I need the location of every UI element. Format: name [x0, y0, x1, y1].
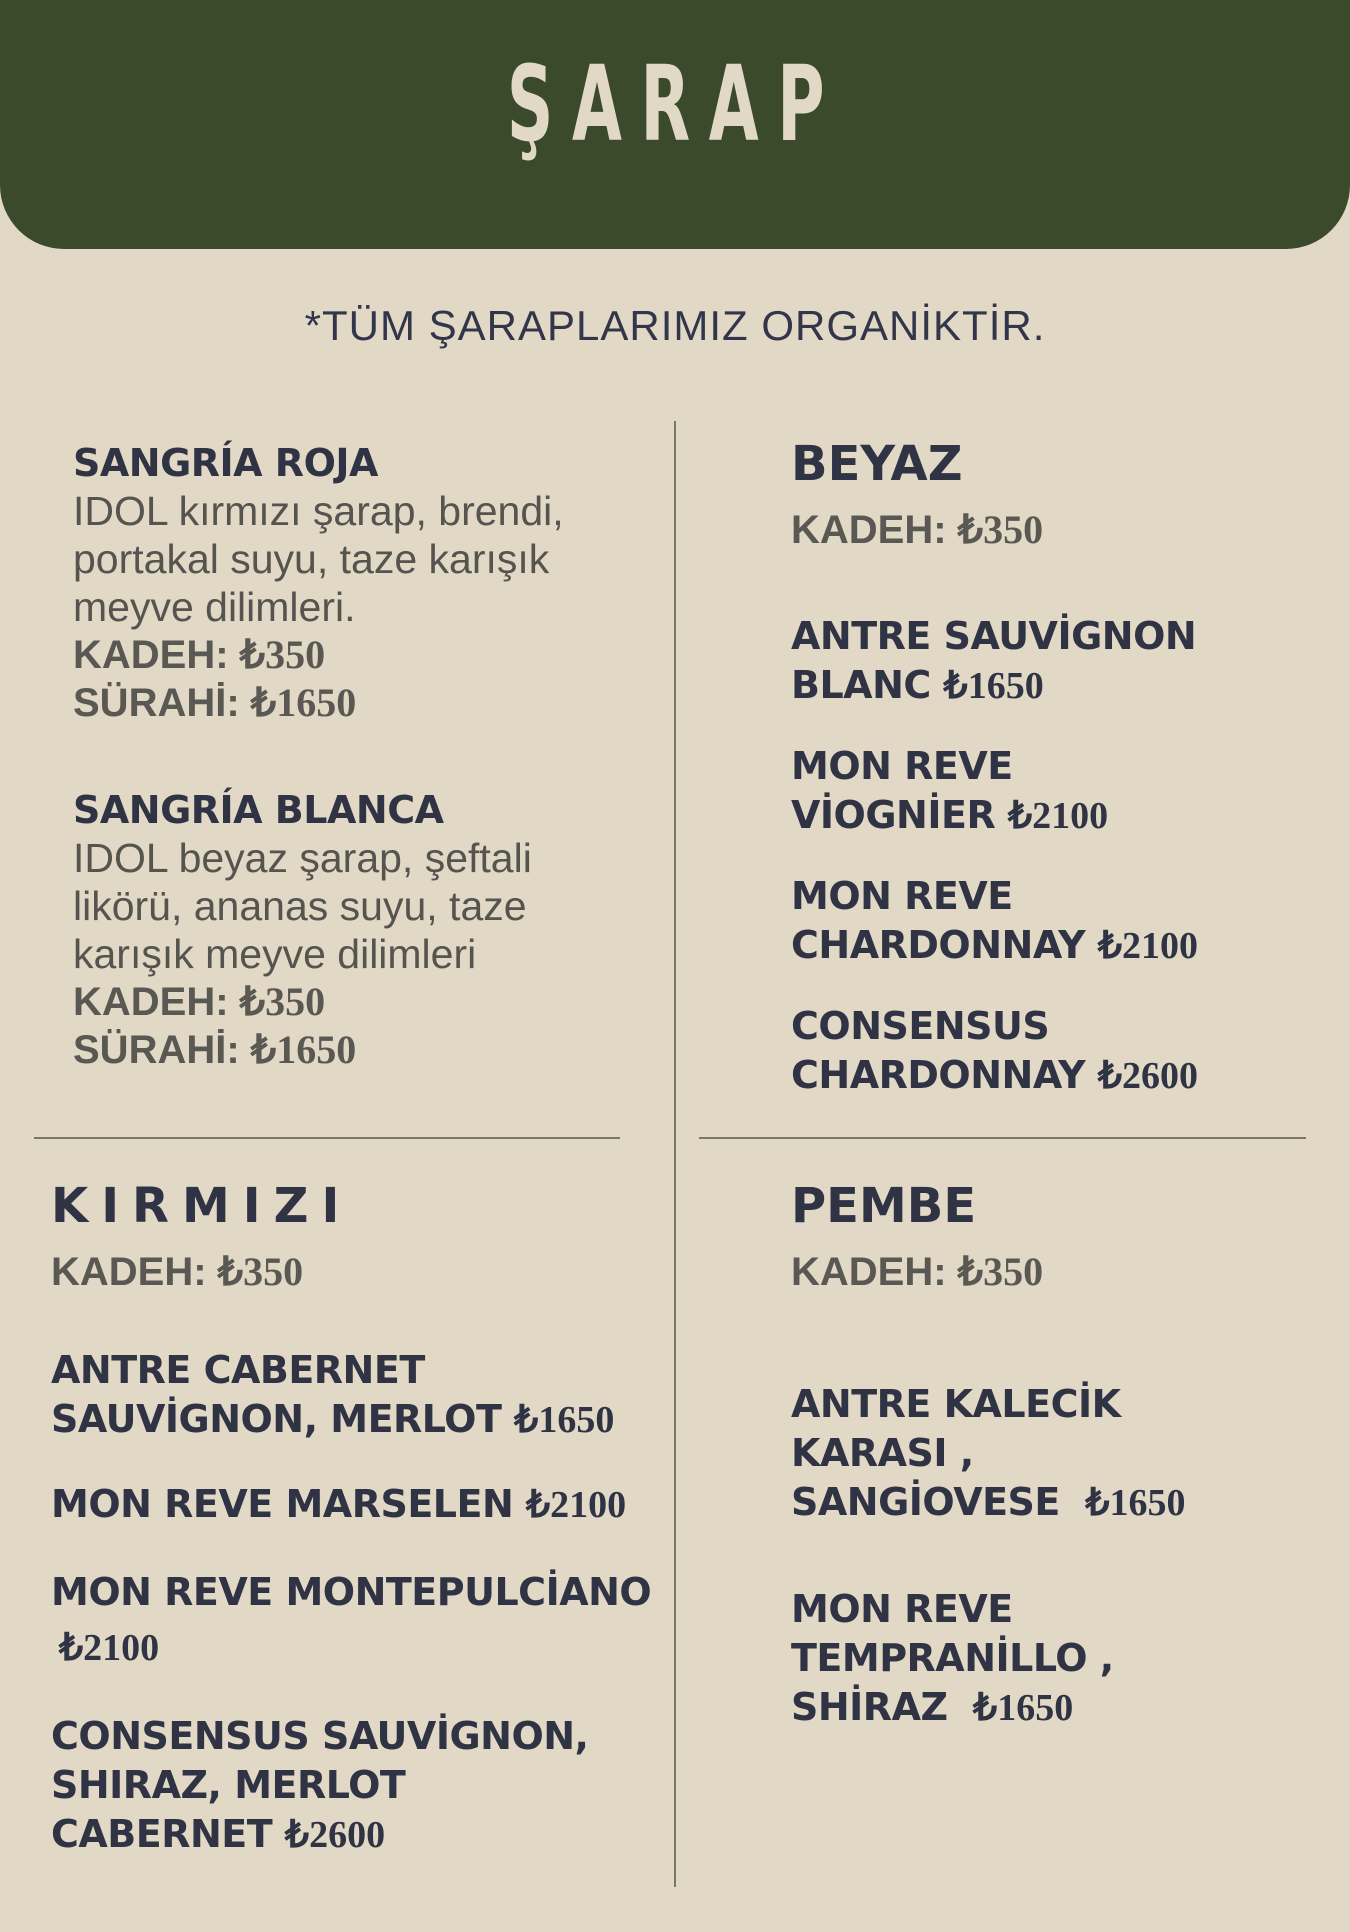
glass-label: KADEH: [791, 508, 947, 552]
wine-name-line: MON REVE MARSELEN [51, 1482, 514, 1526]
glass-label: KADEH: [791, 1250, 947, 1294]
header-banner [0, 0, 1350, 249]
wine-item [791, 1002, 1198, 1101]
sangria-blanca [73, 786, 532, 1074]
pitcher-price-row [73, 1026, 532, 1074]
glass-price-row [73, 978, 532, 1026]
glass-price: ₺350 [957, 1249, 1044, 1294]
section-heading: PEMBE [791, 1178, 977, 1234]
wine-name-line: SANGİOVESE [791, 1480, 1060, 1524]
wine-price: ₺2100 [1007, 795, 1109, 837]
organic-note: *TÜM ŞARAPLARIMIZ ORGANİKTİR. [304, 302, 1046, 349]
beyaz-section [791, 436, 1043, 554]
item-description-line: meyve dilimleri. [73, 584, 356, 630]
wine-price: ₺1650 [943, 665, 1044, 707]
kirmizi-section [51, 1178, 352, 1296]
sangria-roja [73, 439, 564, 727]
item-description-line: karışık meyve dilimleri [73, 931, 477, 977]
glass-price: ₺350 [217, 1249, 304, 1294]
wine-name-line: KARASI , [791, 1431, 974, 1475]
pitcher-label: SÜRAHİ: [73, 681, 240, 725]
wine-name-line: SAUVİGNON, MERLOT [51, 1397, 502, 1441]
pitcher-label: SÜRAHİ: [73, 1028, 240, 1072]
glass-label: KADEH: [51, 1250, 207, 1294]
glass-label: KADEH: [73, 633, 229, 677]
wine-item [791, 1380, 1186, 1528]
column-divider [674, 421, 676, 1887]
wine-price: ₺2100 [526, 1484, 627, 1526]
page-title: ŞARAP [506, 43, 844, 165]
wine-price: ₺1650 [973, 1687, 1074, 1729]
item-name: SANGRÍA BLANCA [73, 788, 444, 832]
wine-name-line: ANTRE SAUVİGNON [791, 614, 1197, 658]
wine-item [791, 872, 1198, 971]
pitcher-price-row [73, 679, 564, 727]
wine-price: ₺2100 [1097, 925, 1199, 967]
wine-item [791, 612, 1196, 711]
wine-price: ₺1650 [1085, 1482, 1186, 1524]
wine-name-line: SHIRAZ, MERLOT [51, 1763, 406, 1807]
section-heading: KIRMIZI [51, 1178, 353, 1234]
wine-name-line: VİOGNİER [791, 793, 996, 837]
wine-name-line: MON REVE [791, 744, 1013, 788]
pitcher-price: ₺1650 [250, 680, 357, 725]
section-heading: BEYAZ [791, 436, 963, 492]
wine-name-line: CHARDONNAY [791, 1053, 1086, 1097]
item-description-line: portakal suyu, taze karışık [73, 536, 550, 582]
wine-item [51, 1712, 589, 1860]
section-divider-left [34, 1137, 620, 1139]
wine-name-line: MON REVE [791, 1587, 1013, 1631]
item-description-line: likörü, ananas suyu, taze [73, 883, 527, 929]
wine-price: ₺2100 [59, 1627, 160, 1669]
wine-name-line: ANTRE CABERNET [51, 1348, 425, 1392]
item-name: SANGRÍA ROJA [73, 441, 378, 485]
section-divider-right [699, 1137, 1306, 1139]
wine-price: ₺2600 [1097, 1055, 1199, 1097]
glass-price-row [791, 1248, 1043, 1296]
glass-price-row [51, 1248, 352, 1296]
wine-name-line: TEMPRANİLLO , [791, 1636, 1114, 1680]
wine-item [51, 1346, 614, 1445]
item-description-line: IDOL beyaz şarap, şeftali [73, 835, 532, 881]
item-description-line: IDOL kırmızı şarap, brendi, [73, 488, 564, 534]
wine-name-line: CONSENSUS [791, 1004, 1050, 1048]
wine-name-line: CONSENSUS SAUVİGNON, [51, 1714, 589, 1758]
wine-price: ₺2600 [284, 1814, 386, 1856]
wine-item [791, 742, 1108, 841]
wine-item [791, 1585, 1114, 1733]
glass-price: ₺350 [239, 979, 326, 1024]
wine-name-line: SHİRAZ [791, 1685, 948, 1729]
pitcher-price: ₺1650 [250, 1027, 357, 1072]
wine-item [51, 1480, 626, 1530]
glass-label: KADEH: [73, 980, 229, 1024]
wine-item [51, 1568, 651, 1673]
wine-name-line: ANTRE KALECİK [791, 1382, 1121, 1426]
wine-name-line: CHARDONNAY [791, 923, 1086, 967]
wine-name-line: BLANC [791, 663, 931, 707]
glass-price: ₺350 [957, 507, 1044, 552]
glass-price-row [73, 631, 564, 679]
wine-name-line: MON REVE MONTEPULCİANO [51, 1570, 652, 1614]
wine-price: ₺1650 [514, 1399, 615, 1441]
pembe-section [791, 1178, 1043, 1296]
glass-price: ₺350 [239, 632, 326, 677]
wine-name-line: MON REVE [791, 874, 1013, 918]
wine-name-line: CABERNET [51, 1812, 273, 1856]
glass-price-row [791, 506, 1043, 554]
